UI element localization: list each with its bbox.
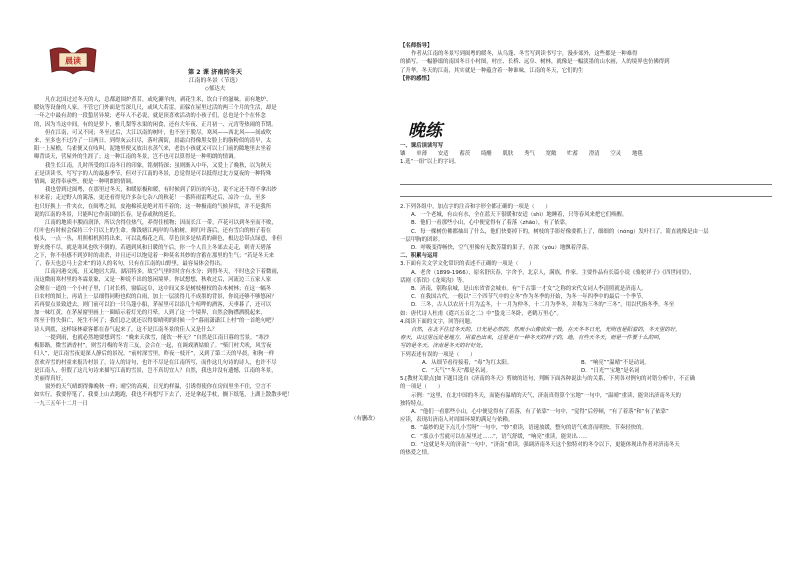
question-2-option: A．一个老城，有山有水，全在蓝天下很暖和安适（shì）地睡着，只等春风来把它们唤醒。 bbox=[411, 212, 628, 219]
essay-line: 归人”，是江南雪夜更深人静后的景况。“前村深雪里，昨夜一枝开”，又到了第二天的早晨，和狗一样 bbox=[34, 351, 275, 358]
question-4-option: B．“响亮”“温晴”不是动词。 bbox=[581, 359, 650, 366]
teacher-guide-line: 作者从江南的冬景写到闽粤的暖冬，从乌蓬、冬雪写到读书写字，漫步郊外，这些都是一种难得 bbox=[411, 51, 638, 58]
essay-line: 一年之中最有劲的一段蛰居异境；老年人不必说，就是顶喜欢活动的小孩子们，总也是个个在怀念 bbox=[34, 113, 266, 120]
essay-line: 窗外的天气晴朗得像晚秋一样；晴空的高爽，日光的样温，引诱得使你在房间里坐不住，空言不 bbox=[45, 384, 272, 391]
section-1-title: 一、课后读读写写 bbox=[400, 143, 444, 149]
vocab-word: 秀气 bbox=[524, 151, 535, 158]
vocab-word: 地毯 bbox=[631, 151, 643, 158]
answer-line bbox=[400, 184, 772, 185]
question-1: 1.选“一组”以上的字词。 bbox=[400, 159, 460, 166]
question-2-option: C．每一棵树仿佛都抽出了什么，他们快要掉下的，树枝的手影好像要抓上了，细细的（nóng）发叶扫了，简直就像是由一层 bbox=[411, 228, 709, 235]
vocab-row bbox=[400, 150, 772, 158]
logo-text: 晨读 bbox=[65, 55, 81, 66]
essay-line: 江南河港交流，且又地居大海，湖沼特多，故空气里时时含有水分；到得冬天，不时也会下着微雨， bbox=[45, 269, 283, 276]
evening-practice-logo bbox=[406, 118, 462, 140]
essay-line: 是江南人，但假了这几句诗来描写江南的雪景，岂不真切宜人？自然，我也并没有遗憾，江南的冬景， bbox=[34, 367, 277, 374]
question-5: 5.[教材关联点]如下题目选自《济南的冬天》剪映的语句，判断下面各种说法与的关系，下列各对例句的对错分析中，不正确 bbox=[400, 376, 696, 383]
reading-passage-line: 写的是冬天。济南是冬天的好好处。 bbox=[400, 343, 487, 350]
question-5-option: 独特特点。 bbox=[400, 400, 427, 407]
question-2-option: B．他们一看那些小山，心中便觉得有了着落（zhāo），有了依靠。 bbox=[411, 220, 571, 227]
question-5: 的一项是（ ） bbox=[400, 384, 444, 391]
question-3: 3.下面有关文学文化常识的表述不正确的一项是（ ） bbox=[400, 261, 535, 268]
vocab-word: 绮醋 bbox=[480, 151, 492, 158]
essay-line: 凡在北国过过冬天的人，总都道围炉煮茗，或吃涮羊肉，剥花生米，饮白干的滋味。而有地炉、 bbox=[45, 97, 272, 103]
essay-line: 说的江南的冬景，只能叫它作南国的长春，是春或秋的延长。 bbox=[34, 211, 180, 218]
essay-line: 红叶也有时候会保持三个月以上的生命。像钱塘江两岸的乌桕树，则红叶落后，还有雪白的桕子着在 bbox=[34, 228, 272, 235]
question-3-option: 话剧《茶馆》《龙须沟》等。 bbox=[400, 277, 468, 284]
essay-line: 来，至多也不过冷了一日两日。到得灰云扫尽，落叶满街，晨霜白得像黑女脸上的脂粉似的清早，太 bbox=[34, 138, 272, 145]
vocab-word: 宽敞 bbox=[545, 151, 557, 158]
essay-line: 日农村的图上，再请上一层细得同粉也似的白雨，加上一层淡得几不成墨的背景，你说还够不够悠闲？ bbox=[34, 293, 277, 300]
essay-line: 诗人到底，这样绿林豪客都在春气起来了，这不是江南冬景的佳人又是什么？ bbox=[34, 326, 218, 333]
question-5-option: 示例：“这里，在北中国的冬天，而能有温晴的天气，济南真得算个宝地”一句中，“温晴”重读，能突出济南冬天的 bbox=[411, 392, 681, 399]
question-3-option: B．济南，别称泉城，是山东省省会城市。有“千古第一才女”之称的宋代女词人李清照就是济南人。 bbox=[411, 286, 647, 293]
essay-line: 正是读读书，写写字的人的最惠季节，但对于江南的冬景，总觉得是可以抵得过北方夏夜的一种特殊 bbox=[34, 170, 272, 177]
essay-line: 衫来着；走过野人的篱落，更还看得见许多杂七杂八的秋花！一番阵雨雷鸣过后，凉冷一点，至多 bbox=[34, 195, 266, 202]
vocab-word: 安适 bbox=[437, 151, 449, 158]
essay-line: 我也曾到过闽粤，在那里过冬天，和暖原极和暖，有时候到了阴历的年边，说不定还不得不拿出纱 bbox=[45, 187, 277, 194]
left-column bbox=[34, 0, 396, 561]
right-column bbox=[400, 0, 772, 561]
question-2: 2.下列各组中，加点字的注音和字形全都正确的一项是（ ） bbox=[400, 204, 551, 210]
vocab-word: 贮蓄 bbox=[567, 151, 579, 158]
essay-body bbox=[34, 96, 396, 408]
question-5-option: C．“那点小雪就可以在屋里过……”，语气舒缓，“响亮”重读，能突出…… bbox=[411, 433, 588, 440]
essay-line: 喜欢弄雪的村童来报告村景了。诗人的诗句，也许不尽是在江南所写，而作这几句诗的诗人，也许不尽 bbox=[34, 359, 277, 366]
question-4: 4.阅读下面的文字，回答问题。 bbox=[400, 318, 476, 325]
essay-line: 了，春天也总马上会来”的诗人的名句，只有在江南的山野里，最容易体会得出。 bbox=[34, 261, 226, 268]
essay-line: 也只好换上一件夹衣，在闽粤之间，皮袍棉袄是绝对用不着的；这一种极南的气候异状，并不是我所 bbox=[34, 203, 272, 210]
essay-line: 枝头，一点一丛，用照相机照将出来，可以乱梅花之真。草色顶多是枯黄的颜色，根边总带点绿意，非但 bbox=[34, 236, 282, 243]
essay-date: 一九三五年十二月一日 bbox=[34, 400, 88, 407]
essay-line: 之下，你不但感不到岁时的肃杀，并且还可以饱觉着一种莫名其妙的含蓄在那里的生气；“若是冬天来 bbox=[34, 252, 274, 259]
question-4-option: D．“日光”“宝地”是名词 bbox=[581, 368, 640, 375]
answer-line bbox=[400, 196, 772, 197]
vocab-word: 空灵 bbox=[610, 151, 622, 158]
essay-line: 会聚在一道的一个小村子里，门对长桥，窗临远阜，这中间又多是树枝桠杈的杂木树林；在这一幅冬 bbox=[34, 285, 272, 292]
essay-line: 阳一上屋檐，鸟雀便又在吱叫，泥地里便又放出水蒸气来，老翁小孩就又可以上门前的隙地里去坐着 bbox=[34, 146, 272, 153]
question-5-option: 应读，表现出济南人对周围环境的满足与依赖。 bbox=[400, 417, 514, 424]
question-2-option: D．呼吸变得畅快，空气里像有无数芳甜的果子，在浓（yóu）地飘着浮荡。 bbox=[411, 245, 593, 252]
teacher-guide-line: 的描写。一幅静谧的南国冬日小村图，村庄、长桥、远阜、树林，就像是一幅淡墨的山水画，人的境界也仿佛得到 bbox=[400, 59, 670, 66]
question-5-option: A．“他们一看那些小山，心中便觉得有了着落，有了依靠”一句中，“觉得”后停顿，“有了着落”和“有了依靠” bbox=[411, 409, 669, 416]
essay-line: 曝背谈天，营屋外的生涯了；这一种江南的冬景，岂不也可以算得是一种明朗的情调。 bbox=[34, 154, 239, 161]
essay-line: 江南的地质丰腴而润泽，所以含得住热气，养得住植物；因而长江一带，芦花可以到冬至而不败， bbox=[45, 220, 277, 227]
question-5-option: B．“最妙的是下点儿小雪呀”一句中，“妙”重读，语速放缓，整句的语气欢喜而明快，节奏轻快的。 bbox=[411, 425, 647, 432]
question-4-options-row bbox=[400, 367, 772, 375]
source-note: （有删改） bbox=[351, 416, 378, 422]
vocab-word: 肌肤 bbox=[502, 151, 514, 158]
essay-line: 暖炕等设备的人家，不管它门外面是雪深几尺，或风大若雷，而躲在屋里过活的两三个月的生活，却是 bbox=[34, 105, 277, 112]
essay-line: 我生长江南，儿时所受的江南冬日的印象，铭刻特深；虽则渐入中年，又爱上了晚秋，以为秋天 bbox=[45, 162, 272, 169]
essay-line: 但在江南，可又不同；冬至过后，大江以南的树叶，也不至于脱尽。寒风——西北风——间或吹 bbox=[45, 129, 272, 136]
question-4-sub: 下列表述有误的一项是（ ） bbox=[400, 351, 476, 358]
essay-line: 情调，说得奉承些，便是一种明朗的情调。 bbox=[34, 179, 137, 186]
question-5-option: 的热爱之情。 bbox=[400, 450, 433, 457]
excerpt-title: 江南的冬景（节选） bbox=[188, 78, 242, 84]
evening-practice-text: 晚练 bbox=[408, 121, 442, 140]
question-3-option: 如：唐代诗人杜甫《遣兴五首之二》中“蛰龙三冬卧，老鹤万里心”。 bbox=[400, 310, 562, 317]
question-4-option: A．从细节看待接着，“毒”为红太阳。 bbox=[422, 359, 513, 366]
question-3-option: D．三冬，古人以农历十月为孟冬，十一月为仲冬，十二月为季冬，并称为三冬的“三冬”，用以代指冬季。冬至 bbox=[411, 302, 675, 309]
section-2-title: 二、积累与运用 bbox=[400, 253, 438, 260]
essay-line: 梅影路，微雪酒香村”，则雪月梅的冬宵三友，会合在一起，在调戏酒姑娘了。“柴门村犬吠，风雪夜 bbox=[34, 343, 272, 350]
essay-line: 加一味红黄，在茅屋窗里画上一圈暗示着灯光的月晕。人到了这一个境界，自然会胸襟洒脱起来， bbox=[34, 310, 266, 317]
lesson-title: 第 2 课 济南的冬天 bbox=[187, 69, 243, 76]
author: ◇郁达夫 bbox=[204, 86, 226, 93]
essay-line: 野火烧不尽，就是寒风也吹不倒的。若遇到风和日暖的午后，你一个人肯上冬郊去走走，则青天碧落 bbox=[34, 244, 272, 251]
essay-line: 的，因为当这中间，有的是萝卜，雅儿梨等水果的闲食，还有大年夜、正月初一、元宵等热闹的节期。 bbox=[34, 121, 277, 128]
question-2-option: 一层甲胸的团彩。 bbox=[400, 236, 444, 243]
question-5-option: D．“这就是冬天的济南”一句中，“济南”重读，强调济南冬天这个独特对的冬令以下，更能体现出作者对济南冬天 bbox=[411, 441, 680, 448]
essay-line: 若再要点景致进去，则门前可以泊一只乌篷小船，茅屋里可以添几个喧哗的酒客，天垂暮了，还可以 bbox=[34, 302, 272, 309]
question-4-option: C．“天气”“冬天”都是名词。 bbox=[422, 368, 491, 375]
reading-passage-line: 自然，在北平住过冬天的，日光是必然的，然而小山像依依一般，在天冬冬日光，光明也是阳着的，冬天里的好， bbox=[411, 327, 681, 334]
question-3-option: C．在我国古代，一般以“三个四节气中的立冬”作为冬季的开始，为冬一年四季中的最后一个季节。 bbox=[411, 294, 647, 301]
essay-line: 终至于得失俱亡，死生不问了；我们总之就还以得要晴明的时候一个“暮雨潇潇江上村”的一首绝句吧？ bbox=[34, 318, 277, 325]
teacher-guide-line: 了升华。冬天的江南，其实就是一种蕴含着一种谁味，江南的冬天，它们的生 bbox=[400, 67, 584, 74]
essay-line: 一提到雨，也就必然地要想到雪：“晚来天欲雪，能饮一杯无？”自然是江南日暮的雪景。“寒沙 bbox=[45, 334, 270, 341]
vocab-word: 蓄茨 bbox=[459, 151, 471, 158]
question-4-options-row bbox=[400, 359, 772, 367]
vocab-word: 镶 bbox=[400, 151, 406, 158]
reflection-label: 【你的感悟】 bbox=[400, 75, 433, 82]
vocab-word: 单薄 bbox=[416, 151, 427, 158]
essay-line: 如实行，我要停笔了，我要上山去跑跑，我也不再想写下去了，还是拿起手杖，搁下纸笔，上湖上散散步吧！ bbox=[34, 392, 293, 399]
essay-line: 美丽得真好。 bbox=[34, 375, 67, 382]
essay-line: 而这微雨寒村里的冬霖景象，又是一种说不出的悠闲境界。你试想想，秋收过后，河流边三五家人家 bbox=[34, 277, 272, 284]
vocab-word: 澄清 bbox=[588, 151, 600, 158]
reading-passage-line: 春天，由这里远处是地方，用着色出来，这里是有一种冬天的样子的，地，有些天冬天，而是一件要十么的叫， bbox=[400, 335, 665, 342]
question-3-option: A．老舍（1899-1966），原名舒庆春，字舍予，北京人，满族，作家。主要作品有长篇小说《骆驼祥子》《四世同堂》， bbox=[411, 269, 695, 276]
teacher-guide-label: 【名师指导】 bbox=[400, 43, 433, 49]
